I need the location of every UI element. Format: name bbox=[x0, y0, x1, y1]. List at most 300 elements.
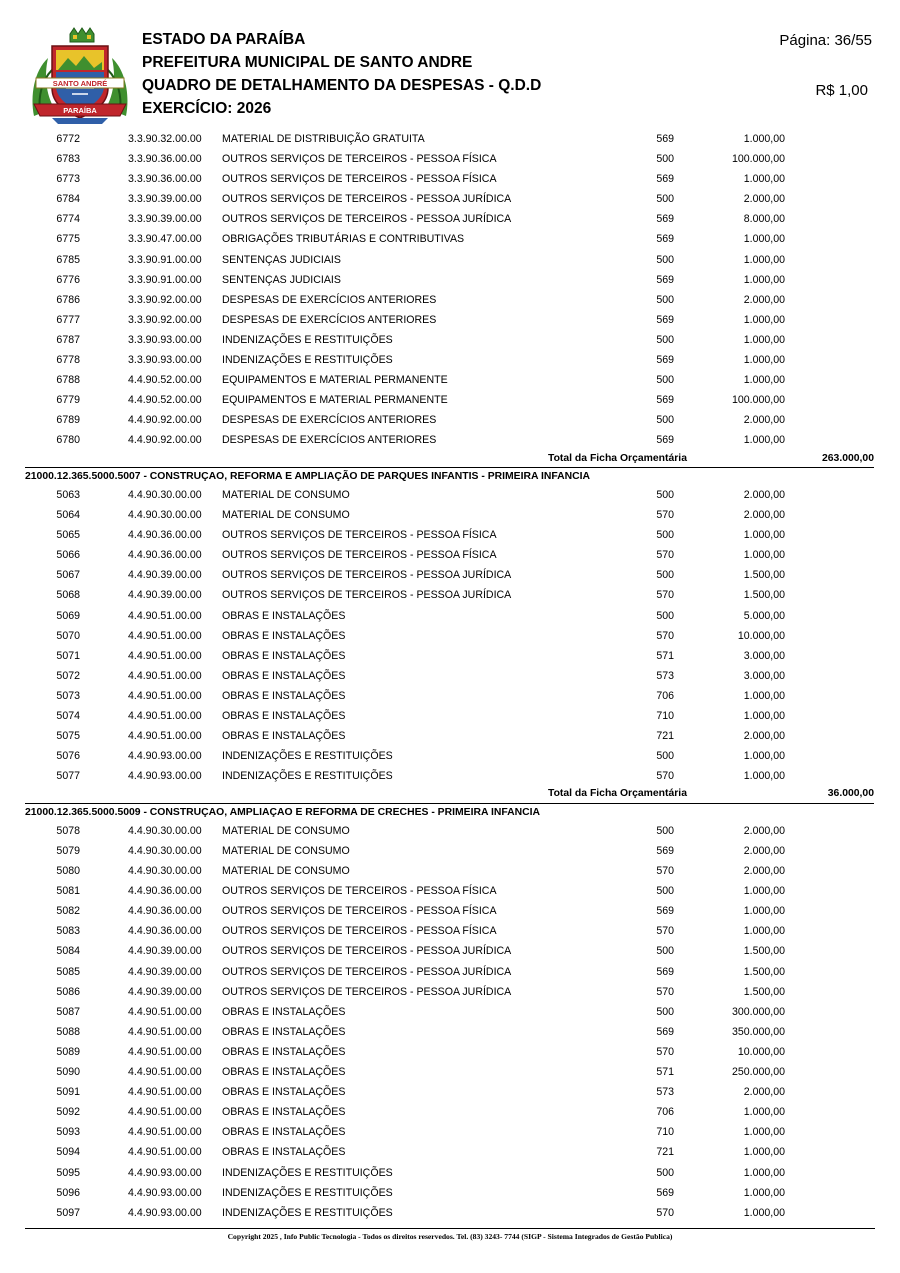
element-code-cell: 3.3.90.91.00.00 bbox=[128, 273, 202, 286]
total-label: Total da Ficha Orçamentária bbox=[548, 788, 687, 800]
valor-cell: 250.000,00 bbox=[731, 1066, 785, 1079]
fonte-cell: 500 bbox=[656, 945, 674, 958]
element-code-cell: 4.4.90.93.00.00 bbox=[128, 1186, 202, 1199]
valor-cell: 1.000,00 bbox=[743, 173, 785, 186]
description-cell: MATERIAL DE DISTRIBUIÇÃO GRATUITA bbox=[222, 133, 425, 145]
description-cell: OUTROS SERVIÇOS DE TERCEIROS - PESSOA JURÍDICA bbox=[222, 965, 512, 978]
state-title: ESTADO DA PARAÍBA bbox=[142, 31, 306, 48]
valor-cell: 100.000,00 bbox=[731, 394, 785, 407]
description-cell: DESPESAS DE EXERCÍCIOS ANTERIORES bbox=[222, 293, 437, 306]
element-code-cell: 4.4.90.51.00.00 bbox=[128, 1146, 202, 1159]
valor-cell: 1.000,00 bbox=[743, 689, 785, 702]
element-code-cell: 4.4.90.39.00.00 bbox=[128, 945, 202, 958]
description-cell: OBRAS E INSTALAÇÕES bbox=[222, 669, 346, 682]
table-row bbox=[0, 1102, 900, 1122]
element-code-cell: 3.3.90.39.00.00 bbox=[128, 213, 202, 226]
table-row bbox=[0, 1082, 900, 1102]
table-row bbox=[0, 1062, 900, 1082]
ficha-cell: 5097 bbox=[56, 1206, 80, 1219]
fonte-cell: 500 bbox=[656, 153, 674, 166]
valor-cell: 2.000,00 bbox=[743, 824, 785, 837]
fonte-cell: 569 bbox=[656, 1186, 674, 1199]
element-code-cell: 3.3.90.92.00.00 bbox=[128, 293, 202, 306]
fonte-cell: 500 bbox=[656, 193, 674, 206]
fonte-cell: 570 bbox=[656, 985, 674, 998]
element-code-cell: 4.4.90.51.00.00 bbox=[128, 689, 202, 702]
description-cell: OBRIGAÇÕES TRIBUTÁRIAS E CONTRIBUTIVAS bbox=[222, 233, 465, 246]
fonte-cell: 500 bbox=[656, 569, 674, 582]
description-cell: DESPESAS DE EXERCÍCIOS ANTERIORES bbox=[222, 434, 437, 447]
fonte-cell: 571 bbox=[656, 649, 674, 662]
total-value: 36.000,00 bbox=[827, 788, 874, 800]
table-row bbox=[0, 746, 900, 766]
ficha-cell: 5070 bbox=[56, 629, 80, 642]
valor-cell: 1.000,00 bbox=[743, 1186, 785, 1199]
ficha-cell: 5096 bbox=[56, 1186, 80, 1199]
valor-cell: 1.500,00 bbox=[743, 965, 785, 978]
element-code-cell: 4.4.90.30.00.00 bbox=[128, 509, 202, 522]
table-row bbox=[0, 565, 900, 585]
valor-cell: 2.000,00 bbox=[743, 193, 785, 206]
description-cell: OBRAS E INSTALAÇÕES bbox=[222, 609, 346, 622]
element-code-cell: 4.4.90.30.00.00 bbox=[128, 824, 202, 837]
ficha-cell: 5084 bbox=[56, 945, 80, 958]
table-row bbox=[0, 209, 900, 229]
table-row bbox=[0, 726, 900, 746]
element-code-cell: 4.4.90.92.00.00 bbox=[128, 414, 202, 427]
footer-divider bbox=[25, 1228, 875, 1229]
ficha-cell: 5094 bbox=[56, 1146, 80, 1159]
valor-cell: 1.000,00 bbox=[743, 750, 785, 763]
fonte-cell: 569 bbox=[656, 354, 674, 367]
valor-cell: 8.000,00 bbox=[743, 213, 785, 226]
description-cell: OUTROS SERVIÇOS DE TERCEIROS - PESSOA FÍSICA bbox=[222, 153, 497, 166]
fonte-cell: 573 bbox=[656, 1086, 674, 1099]
copyright-footer: Copyright 2025 , Info Public Tecnologia - Todos os direitos reservedos. Tel. (83) 3243- 7744 (SIGP - Sistema Integrados de Gestão Publica) bbox=[227, 1232, 673, 1241]
description-cell: MATERIAL DE CONSUMO bbox=[222, 489, 350, 501]
element-code-cell: 4.4.90.51.00.00 bbox=[128, 710, 202, 723]
valor-cell: 1.000,00 bbox=[743, 770, 785, 783]
table-row bbox=[0, 250, 900, 270]
table-row bbox=[0, 1183, 900, 1203]
valor-cell: 1.000,00 bbox=[743, 354, 785, 367]
ficha-cell: 6777 bbox=[56, 313, 80, 326]
fonte-cell: 500 bbox=[656, 333, 674, 346]
table-row bbox=[0, 129, 900, 149]
description-cell: INDENIZAÇÕES E RESTITUIÇÕES bbox=[222, 1206, 393, 1219]
currency-unit: R$ 1,00 bbox=[815, 82, 868, 99]
valor-cell: 1.000,00 bbox=[743, 1106, 785, 1119]
ficha-cell: 5066 bbox=[56, 549, 80, 562]
valor-cell: 1.000,00 bbox=[743, 233, 785, 246]
table-row bbox=[0, 646, 900, 666]
description-cell: OBRAS E INSTALAÇÕES bbox=[222, 629, 346, 642]
table-row bbox=[0, 606, 900, 626]
description-cell: INDENIZAÇÕES E RESTITUIÇÕES bbox=[222, 333, 393, 346]
description-cell: OUTROS SERVIÇOS DE TERCEIROS - PESSOA FÍSICA bbox=[222, 925, 497, 938]
valor-cell: 1.000,00 bbox=[743, 1166, 785, 1179]
ficha-cell: 5076 bbox=[56, 750, 80, 763]
element-code-cell: 4.4.90.52.00.00 bbox=[128, 394, 202, 407]
fonte-cell: 706 bbox=[656, 689, 674, 702]
element-code-cell: 4.4.90.51.00.00 bbox=[128, 1066, 202, 1079]
description-cell: OUTROS SERVIÇOS DE TERCEIROS - PESSOA FÍSICA bbox=[222, 905, 497, 918]
valor-cell: 1.500,00 bbox=[743, 589, 785, 602]
valor-cell: 1.000,00 bbox=[743, 905, 785, 918]
ficha-cell: 6776 bbox=[56, 273, 80, 286]
description-cell: OBRAS E INSTALAÇÕES bbox=[222, 1005, 346, 1018]
fonte-cell: 500 bbox=[656, 293, 674, 306]
description-cell: OUTROS SERVIÇOS DE TERCEIROS - PESSOA FÍSICA bbox=[222, 173, 497, 186]
fonte-cell: 569 bbox=[656, 434, 674, 447]
element-code-cell: 4.4.90.30.00.00 bbox=[128, 865, 202, 878]
ficha-cell: 5069 bbox=[56, 609, 80, 622]
fonte-cell: 500 bbox=[656, 529, 674, 542]
valor-cell: 350.000,00 bbox=[731, 1025, 785, 1038]
ficha-cell: 5071 bbox=[56, 649, 80, 662]
description-cell: DESPESAS DE EXERCÍCIOS ANTERIORES bbox=[222, 313, 437, 326]
element-code-cell: 4.4.90.51.00.00 bbox=[128, 1045, 202, 1058]
fonte-cell: 570 bbox=[656, 1206, 674, 1219]
valor-cell: 2.000,00 bbox=[743, 414, 785, 427]
element-code-cell: 4.4.90.39.00.00 bbox=[128, 985, 202, 998]
program-section-heading: 21000.12.365.5000.5009 - CONSTRUÇAO, AMPLIAÇAO E REFORMA DE CRECHES - PRIMEIRA INFANCIA bbox=[25, 806, 541, 818]
element-code-cell: 4.4.90.51.00.00 bbox=[128, 730, 202, 743]
ficha-cell: 5077 bbox=[56, 770, 80, 783]
element-code-cell: 4.4.90.51.00.00 bbox=[128, 629, 202, 642]
description-cell: OBRAS E INSTALAÇÕES bbox=[222, 649, 346, 662]
description-cell: INDENIZAÇÕES E RESTITUIÇÕES bbox=[222, 770, 393, 783]
description-cell: OBRAS E INSTALAÇÕES bbox=[222, 1086, 346, 1099]
table-row bbox=[0, 941, 900, 961]
element-code-cell: 3.3.90.91.00.00 bbox=[128, 253, 202, 266]
table-row bbox=[0, 1203, 900, 1223]
valor-cell: 1.000,00 bbox=[743, 529, 785, 542]
table-row bbox=[0, 485, 900, 505]
element-code-cell: 3.3.90.36.00.00 bbox=[128, 173, 202, 186]
table-row bbox=[0, 330, 900, 350]
ficha-cell: 5085 bbox=[56, 965, 80, 978]
table-row bbox=[0, 962, 900, 982]
ficha-cell: 6779 bbox=[56, 394, 80, 407]
table-row bbox=[0, 545, 900, 565]
ficha-cell: 5088 bbox=[56, 1025, 80, 1038]
table-row bbox=[0, 1122, 900, 1142]
fonte-cell: 570 bbox=[656, 1045, 674, 1058]
valor-cell: 1.000,00 bbox=[743, 549, 785, 562]
table-row bbox=[0, 430, 900, 450]
fonte-cell: 569 bbox=[656, 905, 674, 918]
total-label: Total da Ficha Orçamentária bbox=[548, 452, 687, 464]
description-cell: OUTROS SERVIÇOS DE TERCEIROS - PESSOA JURÍDICA bbox=[222, 213, 512, 226]
fonte-cell: 721 bbox=[656, 730, 674, 743]
valor-cell: 1.500,00 bbox=[743, 569, 785, 582]
description-cell: INDENIZAÇÕES E RESTITUIÇÕES bbox=[222, 1186, 393, 1199]
valor-cell: 2.000,00 bbox=[743, 865, 785, 878]
valor-cell: 2.000,00 bbox=[743, 509, 785, 522]
ficha-cell: 5083 bbox=[56, 925, 80, 938]
element-code-cell: 3.3.90.47.00.00 bbox=[128, 233, 202, 246]
expense-table bbox=[0, 129, 900, 1223]
prefeitura-title: PREFEITURA MUNICIPAL DE SANTO ANDRE bbox=[142, 54, 473, 71]
table-row bbox=[0, 410, 900, 430]
table-row bbox=[0, 189, 900, 209]
ficha-cell: 6788 bbox=[56, 374, 80, 387]
ficha-cell: 5078 bbox=[56, 824, 80, 837]
fonte-cell: 569 bbox=[656, 273, 674, 286]
description-cell: EQUIPAMENTOS E MATERIAL PERMANENTE bbox=[222, 394, 448, 407]
ficha-cell: 6772 bbox=[56, 133, 80, 145]
table-row bbox=[0, 290, 900, 310]
table-row bbox=[0, 821, 900, 841]
ficha-cell: 5091 bbox=[56, 1086, 80, 1099]
fonte-cell: 710 bbox=[656, 710, 674, 723]
element-code-cell: 4.4.90.52.00.00 bbox=[128, 374, 202, 387]
valor-cell: 1.000,00 bbox=[743, 1146, 785, 1159]
fonte-cell: 573 bbox=[656, 669, 674, 682]
element-code-cell: 4.4.90.39.00.00 bbox=[128, 589, 202, 602]
fonte-cell: 500 bbox=[656, 609, 674, 622]
element-code-cell: 4.4.90.36.00.00 bbox=[128, 885, 202, 898]
ficha-cell: 5093 bbox=[56, 1126, 80, 1139]
element-code-cell: 4.4.90.30.00.00 bbox=[128, 489, 202, 501]
element-code-cell: 4.4.90.36.00.00 bbox=[128, 529, 202, 542]
description-cell: OBRAS E INSTALAÇÕES bbox=[222, 1146, 346, 1159]
ficha-cell: 6785 bbox=[56, 253, 80, 266]
fonte-cell: 569 bbox=[656, 845, 674, 857]
table-row bbox=[0, 921, 900, 941]
valor-cell: 1.000,00 bbox=[743, 885, 785, 898]
ficha-cell: 5073 bbox=[56, 689, 80, 702]
logo-ribbon-text: PARAÍBA bbox=[63, 106, 97, 115]
fonte-cell: 571 bbox=[656, 1066, 674, 1079]
table-row bbox=[0, 841, 900, 861]
table-row bbox=[0, 229, 900, 249]
ficha-cell: 5067 bbox=[56, 569, 80, 582]
ficha-cell: 6783 bbox=[56, 153, 80, 166]
description-cell: OBRAS E INSTALAÇÕES bbox=[222, 1025, 346, 1038]
fonte-cell: 569 bbox=[656, 213, 674, 226]
valor-cell: 100.000,00 bbox=[731, 153, 785, 166]
description-cell: INDENIZAÇÕES E RESTITUIÇÕES bbox=[222, 750, 393, 763]
valor-cell: 1.000,00 bbox=[743, 1206, 785, 1219]
ficha-cell: 5082 bbox=[56, 905, 80, 918]
fonte-cell: 570 bbox=[656, 589, 674, 602]
description-cell: OBRAS E INSTALAÇÕES bbox=[222, 689, 346, 702]
ficha-cell: 5068 bbox=[56, 589, 80, 602]
table-row bbox=[0, 310, 900, 330]
element-code-cell: 4.4.90.93.00.00 bbox=[128, 1166, 202, 1179]
valor-cell: 2.000,00 bbox=[743, 489, 785, 501]
municipal-coat-of-arms-logo bbox=[28, 26, 132, 126]
ficha-cell: 5089 bbox=[56, 1045, 80, 1058]
table-row bbox=[0, 370, 900, 390]
fonte-cell: 706 bbox=[656, 1106, 674, 1119]
valor-cell: 1.000,00 bbox=[743, 374, 785, 387]
element-code-cell: 4.4.90.39.00.00 bbox=[128, 965, 202, 978]
description-cell: OUTROS SERVIÇOS DE TERCEIROS - PESSOA JURÍDICA bbox=[222, 589, 512, 602]
element-code-cell: 4.4.90.51.00.00 bbox=[128, 669, 202, 682]
valor-cell: 2.000,00 bbox=[743, 730, 785, 743]
description-cell: EQUIPAMENTOS E MATERIAL PERMANENTE bbox=[222, 374, 448, 387]
fonte-cell: 500 bbox=[656, 1166, 674, 1179]
table-row bbox=[0, 505, 900, 525]
fonte-cell: 710 bbox=[656, 1126, 674, 1139]
ficha-cell: 5092 bbox=[56, 1106, 80, 1119]
table-row bbox=[0, 1142, 900, 1162]
ficha-cell: 6780 bbox=[56, 434, 80, 447]
description-cell: OBRAS E INSTALAÇÕES bbox=[222, 1045, 346, 1058]
valor-cell: 1.000,00 bbox=[743, 273, 785, 286]
description-cell: SENTENÇAS JUDICIAIS bbox=[222, 253, 341, 266]
fonte-cell: 569 bbox=[656, 173, 674, 186]
element-code-cell: 4.4.90.51.00.00 bbox=[128, 609, 202, 622]
table-row bbox=[0, 1022, 900, 1042]
table-row bbox=[0, 1002, 900, 1022]
valor-cell: 1.000,00 bbox=[743, 1126, 785, 1139]
page-number: Página: 36/55 bbox=[779, 32, 872, 49]
description-cell: OUTROS SERVIÇOS DE TERCEIROS - PESSOA JURÍDICA bbox=[222, 985, 512, 998]
ficha-cell: 6778 bbox=[56, 354, 80, 367]
description-cell: MATERIAL DE CONSUMO bbox=[222, 824, 350, 837]
element-code-cell: 4.4.90.93.00.00 bbox=[128, 1206, 202, 1219]
ficha-cell: 6773 bbox=[56, 173, 80, 186]
ficha-cell: 5087 bbox=[56, 1005, 80, 1018]
fonte-cell: 569 bbox=[656, 233, 674, 246]
valor-cell: 1.000,00 bbox=[743, 710, 785, 723]
report-title: QUADRO DE DETALHAMENTO DA DESPESAS - Q.D.D bbox=[142, 77, 542, 94]
ficha-cell: 5063 bbox=[56, 489, 80, 501]
description-cell: OUTROS SERVIÇOS DE TERCEIROS - PESSOA FÍSICA bbox=[222, 549, 497, 562]
fonte-cell: 569 bbox=[656, 313, 674, 326]
element-code-cell: 4.4.90.36.00.00 bbox=[128, 549, 202, 562]
element-code-cell: 3.3.90.36.00.00 bbox=[128, 153, 202, 166]
element-code-cell: 4.4.90.51.00.00 bbox=[128, 1086, 202, 1099]
element-code-cell: 4.4.90.92.00.00 bbox=[128, 434, 202, 447]
exercicio-label: EXERCÍCIO: 2026 bbox=[142, 100, 272, 117]
table-row bbox=[0, 1042, 900, 1062]
table-row bbox=[0, 901, 900, 921]
ficha-cell: 5079 bbox=[56, 845, 80, 857]
table-row bbox=[0, 686, 900, 706]
ficha-cell: 5075 bbox=[56, 730, 80, 743]
element-code-cell: 4.4.90.51.00.00 bbox=[128, 649, 202, 662]
element-code-cell: 4.4.90.93.00.00 bbox=[128, 750, 202, 763]
ficha-cell: 5065 bbox=[56, 529, 80, 542]
report-header bbox=[0, 0, 900, 128]
ficha-cell: 5081 bbox=[56, 885, 80, 898]
valor-cell: 3.000,00 bbox=[743, 669, 785, 682]
valor-cell: 2.000,00 bbox=[743, 845, 785, 857]
fonte-cell: 721 bbox=[656, 1146, 674, 1159]
fonte-cell: 500 bbox=[656, 253, 674, 266]
ficha-cell: 6774 bbox=[56, 213, 80, 226]
description-cell: DESPESAS DE EXERCÍCIOS ANTERIORES bbox=[222, 414, 437, 427]
element-code-cell: 4.4.90.51.00.00 bbox=[128, 1106, 202, 1119]
fonte-cell: 569 bbox=[656, 1025, 674, 1038]
fonte-cell: 500 bbox=[656, 489, 674, 501]
description-cell: INDENIZAÇÕES E RESTITUIÇÕES bbox=[222, 354, 393, 367]
fonte-cell: 500 bbox=[656, 374, 674, 387]
total-value: 263.000,00 bbox=[821, 452, 874, 464]
valor-cell: 300.000,00 bbox=[731, 1005, 785, 1018]
element-code-cell: 3.3.90.93.00.00 bbox=[128, 333, 202, 346]
description-cell: OBRAS E INSTALAÇÕES bbox=[222, 1106, 346, 1119]
valor-cell: 1.000,00 bbox=[743, 925, 785, 938]
logo-banner-text: SANTO ANDRÉ bbox=[52, 79, 108, 88]
ficha-cell: 5086 bbox=[56, 985, 80, 998]
valor-cell: 1.000,00 bbox=[743, 434, 785, 447]
element-code-cell: 3.3.90.92.00.00 bbox=[128, 313, 202, 326]
fonte-cell: 500 bbox=[656, 885, 674, 898]
description-cell: OBRAS E INSTALAÇÕES bbox=[222, 1066, 346, 1079]
table-row bbox=[0, 169, 900, 189]
table-row bbox=[0, 982, 900, 1002]
budget-total-row bbox=[25, 451, 874, 469]
table-row bbox=[0, 666, 900, 686]
description-cell: OBRAS E INSTALAÇÕES bbox=[222, 710, 346, 723]
description-cell: MATERIAL DE CONSUMO bbox=[222, 845, 350, 857]
table-row bbox=[0, 706, 900, 726]
ficha-cell: 6789 bbox=[56, 414, 80, 427]
description-cell: OUTROS SERVIÇOS DE TERCEIROS - PESSOA JURÍDICA bbox=[222, 945, 512, 958]
fonte-cell: 570 bbox=[656, 549, 674, 562]
valor-cell: 1.000,00 bbox=[743, 313, 785, 326]
valor-cell: 10.000,00 bbox=[737, 1045, 785, 1058]
ficha-cell: 5072 bbox=[56, 669, 80, 682]
table-row bbox=[0, 390, 900, 410]
element-code-cell: 4.4.90.51.00.00 bbox=[128, 1005, 202, 1018]
fonte-cell: 569 bbox=[656, 394, 674, 407]
element-code-cell: 3.3.90.93.00.00 bbox=[128, 354, 202, 367]
ficha-cell: 5080 bbox=[56, 865, 80, 878]
fonte-cell: 570 bbox=[656, 770, 674, 783]
ficha-cell: 6786 bbox=[56, 293, 80, 306]
description-cell: OUTROS SERVIÇOS DE TERCEIROS - PESSOA JURÍDICA bbox=[222, 193, 512, 206]
valor-cell: 5.000,00 bbox=[743, 609, 785, 622]
element-code-cell: 4.4.90.51.00.00 bbox=[128, 1025, 202, 1038]
element-code-cell: 4.4.90.93.00.00 bbox=[128, 770, 202, 783]
table-row bbox=[0, 585, 900, 605]
ficha-cell: 5064 bbox=[56, 509, 80, 522]
valor-cell: 1.500,00 bbox=[743, 945, 785, 958]
table-row bbox=[0, 525, 900, 545]
valor-cell: 10.000,00 bbox=[737, 629, 785, 642]
fonte-cell: 569 bbox=[656, 965, 674, 978]
table-row bbox=[0, 270, 900, 290]
element-code-cell: 4.4.90.51.00.00 bbox=[128, 1126, 202, 1139]
description-cell: MATERIAL DE CONSUMO bbox=[222, 865, 350, 878]
table-row bbox=[0, 350, 900, 370]
program-section-heading: 21000.12.365.5000.5007 - CONSTRUÇAO, REFORMA E AMPLIAÇÃO DE PARQUES INFANTIS - PRIMEIRA INFANCIA bbox=[25, 471, 591, 482]
element-code-cell: 4.4.90.36.00.00 bbox=[128, 925, 202, 938]
ficha-cell: 6775 bbox=[56, 233, 80, 246]
fonte-cell: 569 bbox=[656, 133, 674, 145]
ficha-cell: 5090 bbox=[56, 1066, 80, 1079]
description-cell: OUTROS SERVIÇOS DE TERCEIROS - PESSOA FÍSICA bbox=[222, 529, 497, 542]
table-row bbox=[0, 626, 900, 646]
element-code-cell: 3.3.90.32.00.00 bbox=[128, 133, 202, 145]
fonte-cell: 500 bbox=[656, 1005, 674, 1018]
description-cell: MATERIAL DE CONSUMO bbox=[222, 509, 350, 522]
valor-cell: 1.000,00 bbox=[743, 253, 785, 266]
ficha-cell: 5095 bbox=[56, 1166, 80, 1179]
element-code-cell: 4.4.90.39.00.00 bbox=[128, 569, 202, 582]
description-cell: OBRAS E INSTALAÇÕES bbox=[222, 730, 346, 743]
table-row bbox=[0, 149, 900, 169]
element-code-cell: 4.4.90.36.00.00 bbox=[128, 905, 202, 918]
table-row bbox=[0, 1163, 900, 1183]
